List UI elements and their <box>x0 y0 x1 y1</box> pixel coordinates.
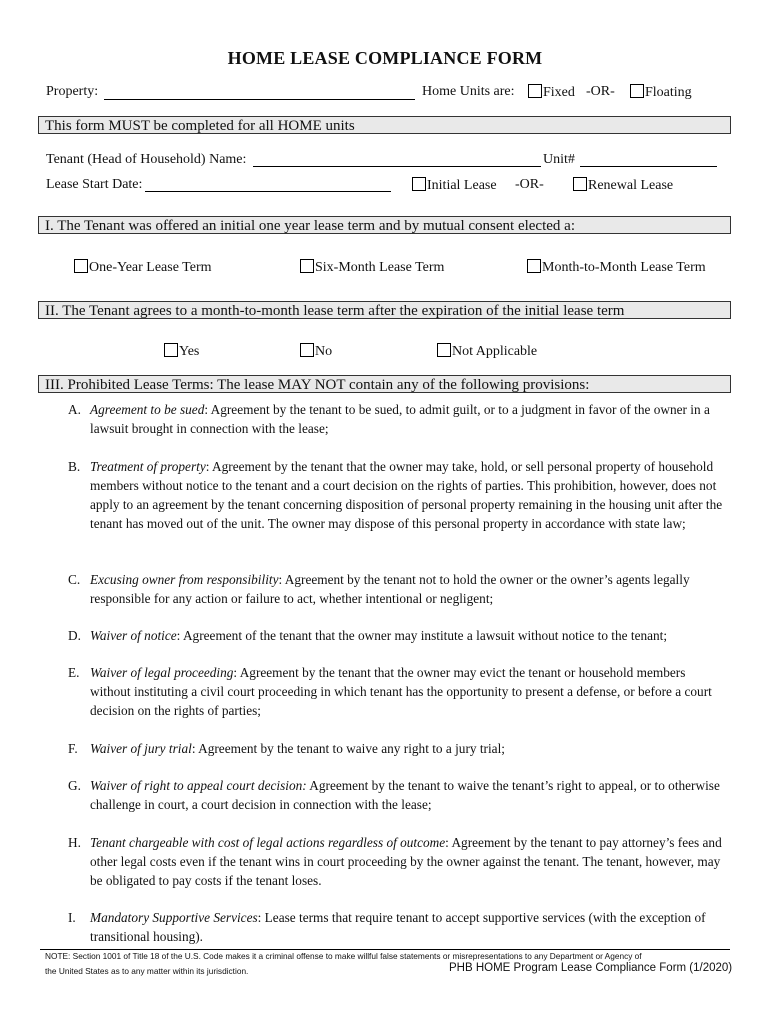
not-applicable-label: Not Applicable <box>452 344 538 359</box>
provision-item <box>68 400 728 438</box>
provision-text: : Lease terms that require tenant to accept supportive services (with the exception of transitional housing). <box>90 910 706 944</box>
provision-title: Agreement to be sued <box>90 402 205 417</box>
floating-option[interactable] <box>630 84 692 101</box>
fixed-option[interactable] <box>528 84 575 101</box>
provision-title: Waiver of legal proceeding <box>90 665 234 680</box>
provision-title: Treatment of property <box>90 459 206 474</box>
provision-text: : Agreement of the tenant that the owner may institute a lawsuit without notice to the tenant; <box>176 628 668 643</box>
six-month-checkbox[interactable] <box>300 259 314 273</box>
provision-text: : Agreement by the tenant that the owner may take, hold, or sell personal property of household members without notice to the tenant and a court decision on the rights of parties. This prohibition, however, does not apply to an agreement by the tenant concerning disposition of personal property remaining in the housing unit after the tenant has moved out of the unit. The owner may dispose of this personal property in accordance with state law; <box>90 459 723 531</box>
provision-item <box>68 908 728 946</box>
provision-letter: I. <box>68 910 76 925</box>
unit-label: Unit# <box>543 152 575 167</box>
provision-letter: G. <box>68 778 81 793</box>
provision-text: : Agreement by the tenant to pay attorney’s fees and other legal costs even if the tenant wins in court proceeding by the owner against the tenant. The tenant, however, may be obligated to pay costs if the tenant loses. <box>90 835 722 888</box>
footer-note-line-2: the United States as to any matter within its jurisdiction. <box>45 966 249 976</box>
provision-title: Waiver of right to appeal court decision: <box>90 778 307 793</box>
yes-option[interactable] <box>164 343 199 360</box>
property-field[interactable] <box>104 99 415 100</box>
property-label: Property: <box>46 84 99 99</box>
tenant-name-field[interactable] <box>253 166 541 167</box>
one-year-label: One-Year Lease Term <box>89 260 212 275</box>
initial-lease-label: Initial Lease <box>427 178 497 193</box>
not-applicable-checkbox[interactable] <box>437 343 451 357</box>
or-separator: -OR- <box>586 84 615 99</box>
provision-text: : Agreement by the tenant to waive any right to a jury trial; <box>191 741 505 756</box>
provision-letter: C. <box>68 572 81 587</box>
provision-letter: F. <box>68 741 78 756</box>
provision-letter: A. <box>68 402 81 417</box>
footer-note-line-1: NOTE: Section 1001 of Title 18 of the U.S. Code makes it a criminal offense to make willful false statements or misrepresentations to any Department or Agency of <box>45 951 642 961</box>
initial-lease-option[interactable] <box>412 177 497 194</box>
provision-letter: B. <box>68 459 81 474</box>
form-identifier: PHB HOME Program Lease Compliance Form (1/2020) <box>449 962 733 974</box>
fixed-checkbox[interactable] <box>528 84 542 98</box>
month-to-month-checkbox[interactable] <box>527 259 541 273</box>
lease-start-label: Lease Start Date: <box>46 177 143 192</box>
no-option[interactable] <box>300 343 332 360</box>
section-3-header: III. Prohibited Lease Terms: The lease MAY NOT contain any of the following provisions: <box>38 375 731 393</box>
one-year-checkbox[interactable] <box>74 259 88 273</box>
provision-item <box>68 833 728 890</box>
lease-start-field[interactable] <box>145 191 391 192</box>
provision-item <box>68 457 728 533</box>
no-checkbox[interactable] <box>300 343 314 357</box>
provision-title: Waiver of notice <box>90 628 177 643</box>
renewal-lease-label: Renewal Lease <box>588 178 674 193</box>
footer-divider <box>40 949 730 950</box>
provision-text: : Agreement by the tenant that the owner may evict the tenant or household members without instituting a civil court proceeding in which tenant has the opportunity to present a defense, or before a court decision on the rights of parties; <box>90 665 712 718</box>
renewal-lease-option[interactable] <box>573 177 673 194</box>
provision-text: Agreement by the tenant to waive the tenant’s right to appeal, or to otherwise challenge in court, a court decision in connection with the lease; <box>90 778 720 812</box>
unit-field[interactable] <box>580 166 717 167</box>
home-units-label: Home Units are: <box>422 84 515 99</box>
no-label: No <box>315 344 333 359</box>
yes-checkbox[interactable] <box>164 343 178 357</box>
renewal-lease-checkbox[interactable] <box>573 177 587 191</box>
provision-title: Excusing owner from responsibility <box>90 572 279 587</box>
provision-item <box>68 626 728 645</box>
provision-letter: H. <box>68 835 81 850</box>
provision-title: Tenant chargeable with cost of legal actions regardless of outcome <box>90 835 446 850</box>
one-year-option[interactable] <box>74 259 212 276</box>
tenant-name-label: Tenant (Head of Household) Name: <box>46 152 247 167</box>
provision-title: Mandatory Supportive Services <box>90 910 258 925</box>
provision-title: Waiver of jury trial <box>90 741 192 756</box>
floating-checkbox[interactable] <box>630 84 644 98</box>
six-month-option[interactable] <box>300 259 444 276</box>
yes-label: Yes <box>179 344 200 359</box>
fixed-label: Fixed <box>543 85 575 100</box>
provision-text: : Agreement by the tenant not to hold the owner or the owner’s agents legally responsible for any action or failure to act, whether intentional or negligent; <box>90 572 690 606</box>
provision-item <box>68 776 728 814</box>
six-month-label: Six-Month Lease Term <box>315 260 445 275</box>
initial-lease-checkbox[interactable] <box>412 177 426 191</box>
or-separator-2: -OR- <box>515 177 544 192</box>
provision-text: : Agreement by the tenant to be sued, to admit guilt, or to a judgment in favor of the owner in a lawsuit brought in connection with the lease; <box>90 402 710 436</box>
month-to-month-label: Month-to-Month Lease Term <box>542 260 706 275</box>
section-2-header: II. The Tenant agrees to a month-to-month lease term after the expiration of the initial lease term <box>38 301 731 319</box>
floating-label: Floating <box>645 85 692 100</box>
provision-item <box>68 739 728 758</box>
section-1-header: I. The Tenant was offered an initial one year lease term and by mutual consent elected a: <box>38 216 731 234</box>
must-complete-banner: This form MUST be completed for all HOME units <box>38 116 731 134</box>
provision-item <box>68 663 728 720</box>
provision-letter: E. <box>68 665 80 680</box>
provision-item <box>68 570 728 608</box>
month-to-month-option[interactable] <box>527 259 706 276</box>
not-applicable-option[interactable] <box>437 343 537 360</box>
provision-letter: D. <box>68 628 81 643</box>
page-title: HOME LEASE COMPLIANCE FORM <box>227 48 543 68</box>
